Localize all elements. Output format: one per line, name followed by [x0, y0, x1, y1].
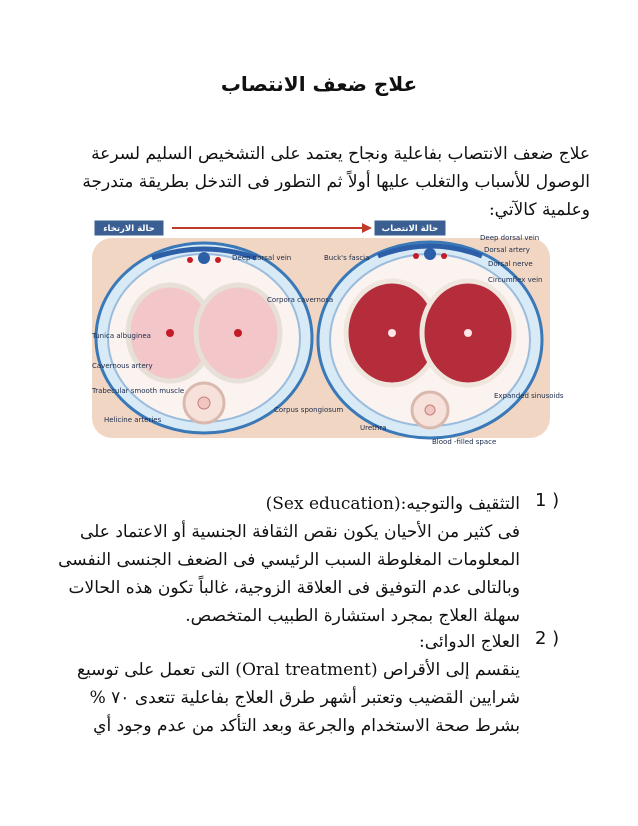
- label-cavernous-artery: Cavernous artery: [92, 362, 153, 370]
- label-blood-filled-space: Blood -filled space: [432, 438, 497, 446]
- intro-line: وعلمية كالآتي:: [488, 200, 590, 220]
- label-tunica-albuginea: Tunica albuginea: [92, 332, 151, 340]
- section-line: وبالتالى عدم التوفيق فى العلاقة الزوجية، غالباً تكون هذه الحالات: [68, 578, 520, 598]
- intro-line: الوصول للأسباب والتغلب عليها أولاً ثم التطور فى التدخل بطريقة متدرجة: [82, 172, 590, 192]
- flaccid-header: حالة الارتخاء: [103, 224, 155, 234]
- section-line: سهلة العلاج بمجرد استشارة الطبيب المتخصص.: [185, 606, 520, 626]
- arrow-right-icon: [362, 223, 372, 233]
- label-deep-dorsal-vein-right: Deep dorsal vein: [480, 234, 540, 242]
- label-circumflex-vein: Circumflex vein: [488, 276, 543, 284]
- label-urethra: Urethra: [360, 424, 387, 432]
- section-number: 2 ): [535, 628, 560, 649]
- section-line: المعلومات المغلوطة السبب الرئيسي فى الضعف الجنسى النفسى: [58, 550, 520, 570]
- label-corpus-spongiosum: Corpus spongiosum: [274, 406, 344, 414]
- label-corpora-cavernosa: Corpora cavernosa: [267, 296, 334, 304]
- erect-header: حالة الانتصاب: [381, 224, 439, 234]
- section-line: فى كثير من الأحيان يكون نقص الثقافة الجنسية أو الاعتماد على: [80, 522, 520, 542]
- section-body: [76, 656, 520, 740]
- label-helicine-arteries: Helicine arteries: [104, 416, 162, 424]
- label-bucks-fascia: Buck's fascia: [324, 254, 370, 262]
- section-line: بشرط صحة الاستخدام والجرعة وبعد التأكد من عدم وجود أي: [93, 716, 520, 736]
- section-body: [58, 518, 520, 630]
- label-dorsal-nerve: Dorsal nerve: [488, 260, 533, 268]
- anatomy-illustration: [92, 218, 564, 450]
- section-line: شرايين القضيب وتعتبر أشهر طرق العلاج بفاعلية تتعدى ٧٠ %: [89, 688, 520, 708]
- intro-line: علاج ضعف الانتصاب بفاعلية ونجاح يعتمد على التشخيص السليم لسرعة: [91, 144, 590, 164]
- section-heading: العلاج الدوائى:: [418, 632, 520, 652]
- section-heading: التثقيف والتوجيه:(Sex education): [265, 494, 520, 514]
- label-trabecular-smooth-muscle: Trabecular smooth muscle: [92, 387, 185, 395]
- label-expanded-sinusoids: Expanded sinusoids: [494, 392, 564, 400]
- label-dorsal-artery: Dorsal artery: [484, 246, 530, 254]
- section-line: ينقسم إلى الأقراص (Oral treatment) التى تعمل على توسيع: [76, 660, 520, 680]
- intro-paragraph: [55, 140, 590, 224]
- section-number: 1 ): [535, 490, 560, 511]
- label-deep-dorsal-vein-left: Deep dorsal vein: [232, 254, 292, 262]
- page-title: علاج ضعف الانتصاب: [220, 72, 418, 96]
